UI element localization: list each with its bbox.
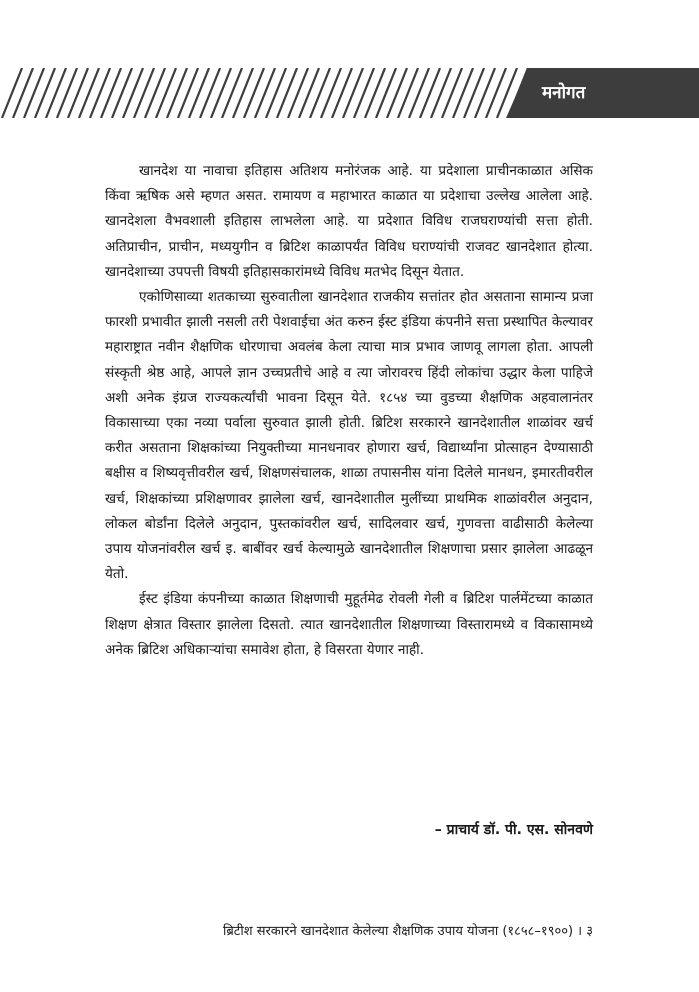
stripe-line bbox=[13, 68, 33, 118]
stripe-line bbox=[299, 68, 319, 118]
stripe-line bbox=[255, 68, 275, 118]
stripe-line bbox=[211, 68, 231, 118]
author-signature: – प्राचार्य डॉ. पी. एस. सोनवणे bbox=[434, 822, 593, 838]
stripe-line bbox=[222, 68, 242, 118]
stripe-line bbox=[475, 68, 495, 118]
header-band bbox=[0, 68, 699, 118]
stripe-line bbox=[156, 68, 176, 118]
stripe-line bbox=[145, 68, 165, 118]
paragraph-1: खानदेश या नावाचा इतिहास अतिशय मनोरंजक आहे. या प्रदेशाला प्राचीनकाळात असिक किंवा ऋषिक असे म्हणत असत. रामायण व महाभारत काळात या प्रदेशाचा उल्लेख आलेला आहे. खानदेशला वैभवशाली इतिहास लाभलेला आहे. या प्रदेशात विविध राजघराण्यांची सत्ता होती. अतिप्राचीन, प्राचीन, मध्ययुगीन व ब्रिटिश काळापर्यंत विविध घराण्यांची राजवट खानदेशात होत्या. खानदेशाच्या उपपत्ती विषयी इतिहासकारांमध्ये विविध मतभेद दिसून येतात. bbox=[105, 163, 593, 280]
paragraph-2: एकोणिसाव्या शतकाच्या सुरुवातीला खानदेशात राजकीय सत्तांतर होत असताना सामान्य प्रजा फारशी प्रभावीत झाली नसली तरी पेशवाईचा अंत करुन ईस्ट इंडिया कंपनीने सत्ता प्रस्थापित केल्यावर महाराष्ट्रात नवीन शैक्षणिक धोरणाचा अवलंब केला त्याचा मात्र प्रभाव जाणवू लागला होता. आपली संस्कृती श्रेष्ठ आहे, आपले ज्ञान उच्चप्रतीचे आहे व त्या जोरावरच हिंदी लोकांचा उद्धार केला पाहिजे अशी अनेक इंग्रज राज्यकर्त्यांची भावना दिसून येते. १८५४ च्या वुडच्या शैक्षणिक अहवालानंतर विकासाच्या एका नव्या पर्वाला सुरुवात झाली होती. ब्रिटिश सरकारने खानदेशातील शाळांवर खर्च करीत असताना शिक्षकांच्या नियुक्तीच्या मानधनावर होणारा खर्च, विद्यार्थ्यांना प्रोत्साहन देण्यासाठी बक्षीस व शिष्यवृत्तीवरील खर्च, शिक्षणसंचालक, शाळा तपासनीस यांना दिलेले मानधन, इमारतीवरील खर्च, शिक्षकांच्या प्रशिक्षणावर झालेला खर्च, खानदेशातील मुलींच्या प्राथमिक शाळांवरील अनुदान, लोकल बोर्डांना दिलेले अनुदान, पुस्तकांवरील खर्च, सादिलवार खर्च, गुणवत्ता वाढीसाठी केलेल्या उपाय योजनांवरील खर्च इ. बाबींवर खर्च केल्यामुळे खानदेशातील शिक्षणाचा प्रसार झालेला आढळून येतो. bbox=[105, 289, 593, 583]
stripe-line bbox=[464, 68, 484, 118]
stripe-line bbox=[266, 68, 286, 118]
stripe-line bbox=[409, 68, 429, 118]
stripe-line bbox=[167, 68, 187, 118]
stripe-line bbox=[398, 68, 418, 118]
stripe-line bbox=[134, 68, 154, 118]
stripe-line bbox=[332, 68, 352, 118]
stripe-line bbox=[442, 68, 462, 118]
stripe-line bbox=[101, 68, 121, 118]
stripe-line bbox=[35, 68, 55, 118]
stripe-line bbox=[46, 68, 66, 118]
stripe-line bbox=[90, 68, 110, 118]
paragraph-3: ईस्ट इंडिया कंपनीच्या काळात शिक्षणाची मुहूर्तमेढ रोवली गेली व ब्रिटिश पार्लमेंटच्या काळात शिक्षण क्षेत्रात विस्तार झालेला दिसतो. त्यात खानदेशातील शिक्षणाच्या विस्तारामध्ये व विकासामध्ये अनेक ब्रिटिश अधिकाऱ्यांचा समावेश होता, हे विसरता येणार नाही. bbox=[105, 591, 593, 658]
stripe-line bbox=[343, 68, 363, 118]
preface-body bbox=[105, 159, 593, 663]
stripe-line bbox=[431, 68, 451, 118]
stripe-line bbox=[365, 68, 385, 118]
stripe-line bbox=[68, 68, 88, 118]
stripe-line bbox=[244, 68, 264, 118]
stripe-line bbox=[24, 68, 44, 118]
stripe-line bbox=[453, 68, 473, 118]
stripe-line bbox=[189, 68, 209, 118]
stripe-line bbox=[310, 68, 330, 118]
page-footer: ब्रिटीश सरकारने खानदेशात केलेल्या शैक्षणिक उपाय योजना (१८५८–१९००) । ३ bbox=[223, 924, 593, 939]
stripe-line bbox=[486, 68, 506, 118]
stripe-line bbox=[200, 68, 220, 118]
stripe-line bbox=[79, 68, 99, 118]
stripe-line bbox=[123, 68, 143, 118]
stripe-line bbox=[112, 68, 132, 118]
stripe-line bbox=[233, 68, 253, 118]
stripe-line bbox=[420, 68, 440, 118]
stripe-line bbox=[288, 68, 308, 118]
stripe-line bbox=[354, 68, 374, 118]
stripe-line bbox=[387, 68, 407, 118]
stripe-line bbox=[57, 68, 77, 118]
stripe-line bbox=[178, 68, 198, 118]
stripe-line bbox=[376, 68, 396, 118]
stripe-line bbox=[321, 68, 341, 118]
section-title: मनोगत bbox=[542, 83, 586, 103]
stripe-line bbox=[277, 68, 297, 118]
stripe-line bbox=[2, 68, 22, 118]
